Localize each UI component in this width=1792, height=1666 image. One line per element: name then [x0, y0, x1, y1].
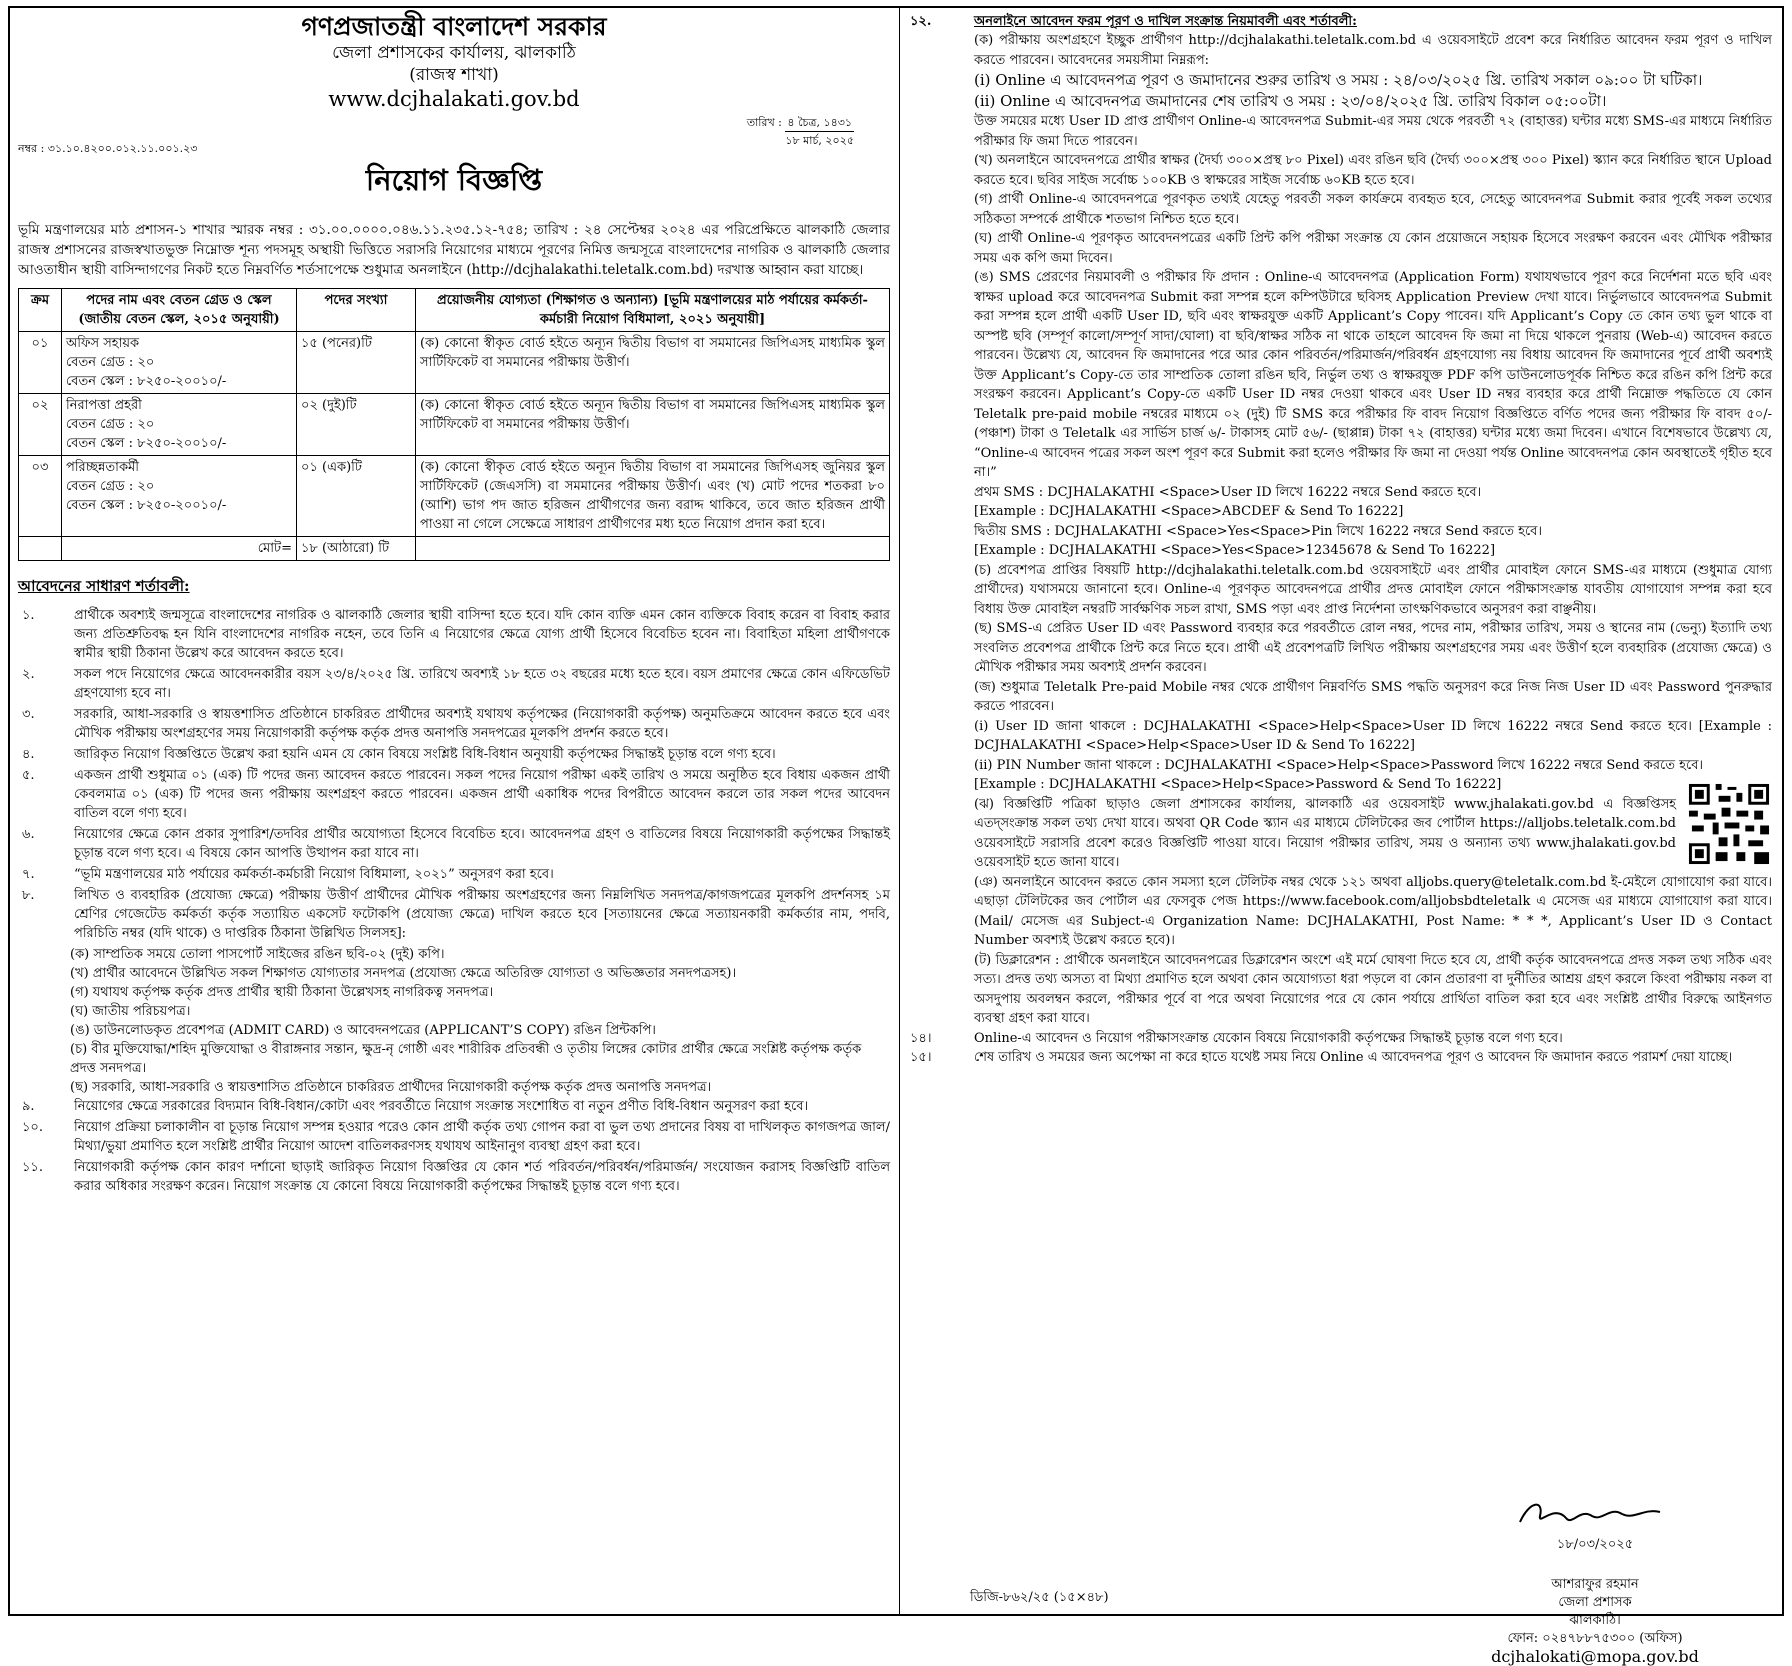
item-number: ১১.: [22, 1160, 44, 1175]
rule-ta: (ট) ডিক্লারেশন : প্রার্থীকে অনলাইনে আবেদনপত্রের ডিক্লারেশন অংশে এই মর্মে ঘোষণা দিতে হবে যে, প্রার্থী কর্তৃক আবেদনপত্রে প্রদত্ত সকল তথ্য সঠিক এবং সত্য। প্রদত্ত তথ্য অসত্য বা মিথ্যা প্রমাণিত হলে অথবা কোন অযোগ্যতা ধরা পড়লে বা কোন প্রতারণা বা দুর্নীতির আশ্রয় গ্রহণ করলে কিংবা পরীক্ষায় নকল বা অসদুপায় অবলম্বন করলে, পরীক্ষার পূর্বে বা পরে অথবা নিয়োগের পরে যে কোন পর্যায়ে প্রার্থিতা বাতিল করা হবে এবং সংশ্লিষ্ট প্রার্থীর বিরুদ্ধে আইনগত ব্যবস্থা গ্রহণ করা যাবে।: [974, 952, 1772, 1026]
section-text: Online-এ আবেদন ও নিয়োগ পরীক্ষাসংক্রান্ত যেকোন বিষয়ে নিয়োগকারী কর্তৃপক্ষের সিদ্ধান্তই চূড়ান্ত বলে গণ্য হবে।: [974, 1030, 1563, 1046]
rule-nya: (ঞ) অনলাইনে আবেদন করতে কোন সমস্যা হলে টেলিটক নম্বর থেকে ১২১ অথবা alljobs.query@teletalk.com.bd ই-মেইলে যোগাযোগ করা যাবে। এছাড়া টেলিটকের জব পোর্টাল এর ফেসবুক পেজ https://www.facebook.com/alljobsbdteletalk এ মেসেজ এর মাধ্যমে যোগাযোগ করা যাবে। (Mail/ মেসেজ এর Subject-এ Organization Name: DCJHALAKATHI, Post Name: * * *, Applicant’s User ID ও Contact Number অবশ্যই উল্লেখ করতে হবে)।: [974, 874, 1772, 948]
branch-name: (রাজস্ব শাখা): [409, 65, 499, 85]
row-qualification: (ক) কোনো স্বীকৃত বোর্ড হইতে অন্যূন দ্বিতীয় বিভাগ বা সমমানের জিপিএসহ জুনিয়র স্কুল সার্টিফিকেট (জেএসসি) বা সমমানের পরীক্ষায় উত্তীর্ণ। এবং (খ) মোট পদের শতকরা ৮০ (আশি) ভাগ পদ জাত হরিজন প্রার্থীগণের জন্য বরাদ্দ থাকিবে, তবে জাত হরিজন প্রার্থী পাওয়া না গেলে সেক্ষেত্রে সাধারণ প্রার্থীগণের মধ্য হতে নিয়োগ প্রদান করা হবে।: [416, 456, 890, 537]
rule-kha: (খ) অনলাইনে আবেদনপত্রে প্রার্থীর স্বাক্ষর (দৈর্ঘ্য ৩০০×প্রস্থ ৮০ Pixel) এবং রঙিন ছবি (দৈর্ঘ্য ৩০০×প্রস্থ ৩০০ Pixel) স্ক্যান করে নির্ধারিত স্থানে Upload করতে হবে। ছবির সাইজ সর্বোচ্চ ১০০KB ও স্বাক্ষরের সাইজ সর্বোচ্চ ৬০KB হতে হবে।: [974, 153, 1772, 188]
item-number: ৭.: [22, 867, 35, 882]
start-date-line: (i) Online এ আবেদনপত্র পূরণ ও জমাদানের শুরুর তারিখ ও সময় : ২৪/০৩/২০২৫ খ্রি. তারিখ সকাল ০৯:০০ টা ঘটিকা।: [974, 71, 1703, 89]
rule-ga: (গ) প্রার্থী Online-এ আবেদনপত্রে পূরণকৃত তথ্যই যেহেতু পরবর্তী সকল কার্যক্রমে ব্যবহৃত হবে, সেহেতু আবেদনপত্র Submit করার পূর্বেই সকল তথ্যের সঠিকতা সম্পর্কে প্রার্থীকে শতভাগ নিশ্চিত হতে হবে।: [974, 192, 1772, 227]
sub-item: (গ) যথাযথ কর্তৃপক্ষ কর্তৃক প্রদত্ত প্রার্থীর স্থায়ী ঠিকানা উল্লেখসহ নাগরিকত্ব সনদপত্র।: [70, 985, 494, 1000]
rule-jha: (ঝ) বিজ্ঞপ্তিটি পত্রিকা ছাড়াও জেলা প্রশাসকের কার্যালয়, ঝালকাঠি এর ওয়েবসাইট www.jhalakati.gov.bd এ বিজ্ঞপ্তিসহ এতদ্সংক্রান্ত সকল তথ্য দেখা যাবে। অথবা QR Code স্ক্যান এর মাধ্যমে টেলিটকের জব পোর্টাল https://alljobs.teletalk.com.bd ওয়েবসাইটে সরাসরি প্রবেশ করেও বিজ্ঞপ্তিটি পাওয়া যাবে। নিয়োগ পরীক্ষার তারিখ, সময় ও অন্যান্য তথ্য www.jhalakati.gov.bd ওয়েবসাইট হতে জানা যাবে।: [974, 796, 1676, 870]
section-15: [910, 1048, 1772, 1068]
dfp-code: ডিজি-৮৬২/২৫ (১৫×৪৮): [970, 1590, 1109, 1605]
pay-grade: বেতন গ্রেড : ২০: [66, 479, 155, 494]
pay-scale: বেতন স্কেল : ৮২৫০-২০০১০/-: [66, 498, 227, 513]
qr-code-icon[interactable]: [1686, 781, 1772, 867]
pay-grade: বেতন গ্রেড : ২০: [66, 355, 155, 370]
rule-ja: (জ) শুধুমাত্র Teletalk Pre-paid Mobile নম্বর থেকে প্রার্থীগণ নিম্নবর্ণিত SMS পদ্ধতি অনুসরণ করে নিজ নিজ User ID এবং Password পুনরুদ্ধার করতে পারবেন।: [974, 679, 1772, 714]
table-row: [19, 456, 890, 537]
item-text: সকল পদে নিয়োগের ক্ষেত্রে আবেদনকারীর বয়স ২৩/৪/২০২৫ খ্রি. তারিখে অবশ্যই ১৮ হতে ৩২ বছরের মধ্যে হতে হবে। বয়স প্রমাণের ক্ষেত্রে কোন এফিডেভিট গ্রহণযোগ্য হবে না।: [74, 667, 890, 701]
col-serial: ক্রম: [19, 289, 62, 332]
table-total-row: [19, 537, 890, 561]
col-count: পদের সংখ্যা: [297, 289, 416, 332]
item-text: নিয়োগ প্রক্রিয়া চলাকালীন বা চূড়ান্ত নিয়োগ সম্পন্ন হওয়ার পরেও কোন প্রার্থী কর্তৃক তথ্য গোপন করা বা ভুল তথ্য প্রদানের বিষয় বা দাখিলকৃত কাগজপত্র জাল/মিথ্যা/ভুয়া প্রমাণিত হলে সংশ্লিষ্ট প্রার্থীর নিয়োগ আদেশ বাতিলকরণসহ যথাযথ আইনানুগ ব্যবস্থা গ্রহণ করা হবে।: [74, 1120, 890, 1154]
pay-grade: বেতন গ্রেড : ২০: [66, 417, 155, 432]
right-column: [910, 12, 1772, 1666]
item-text: নিয়োগের ক্ষেত্রে কোন প্রকার সুপারিশ/তদবির প্রার্থীর অযোগ্যতা হিসেবে বিবেচিত হবে। আবেদনপত্র গ্রহণ ও বাতিলের বিষয়ে নিয়োগকারী কর্তৃপক্ষের সিদ্ধান্তই চূড়ান্ত বলে গণ্য হবে। এ বিষয়ে কোন আপত্তি উত্থাপন করা যাবে না।: [74, 827, 890, 861]
item-text: নিয়োগকারী কর্তৃপক্ষ কোন কারণ দর্শানো ছাড়াই জারিকৃত নিয়োগ বিজ্ঞপ্তির যে কোন শর্ত পরিবর্তন/পরিবর্ধন/পরিমার্জন/ সংযোজন করাসহ বিজ্ঞপ্তিটি বাতিল করার অধিকার সংরক্ষণ করেন। নিয়োগ সংক্রান্ত যে কোনো বিষয়ে নিয়োগকারী কর্তৃপক্ষের সিদ্ধান্তই চূড়ান্ত বলে গণ্য হবে।: [74, 1160, 890, 1194]
memo-date: [747, 114, 854, 149]
item-number: ৫.: [22, 768, 35, 783]
item-number: ৯.: [22, 1099, 35, 1114]
table-row: [19, 394, 890, 456]
row-count: ০২ (দুই)টি: [297, 394, 416, 456]
notice-page: [8, 6, 1784, 1666]
col-post: পদের নাম এবং বেতন গ্রেড ও স্কেল (জাতীয় বেতন স্কেল, ২০১৫ অনুযায়ী): [62, 289, 297, 332]
row-post: [62, 456, 297, 537]
sms-first-example: [Example : DCJHALAKATHI <Space>ABCDEF & Send To 16222]: [974, 504, 1404, 519]
list-item: [18, 886, 890, 943]
table-header-row: [19, 289, 890, 332]
section-number: ১৪।: [910, 1030, 932, 1046]
sms-first: প্রথম SMS : DCJHALAKATHI <Space>User ID লিখে 16222 নম্বরে Send করতে হবে।: [974, 484, 1482, 500]
section-12-heading: [910, 12, 1772, 31]
office-email[interactable]: dcjhalokati@mopa.gov.bd: [1491, 1647, 1699, 1666]
sub-item: (ঘ) জাতীয় পরিচয়পত্র।: [70, 1004, 191, 1019]
row-serial: ০৩: [19, 456, 62, 537]
notice-title: নিয়োগ বিজ্ঞপ্তি: [365, 163, 543, 197]
rule-ka: (ক) পরীক্ষায় অংশগ্রহণে ইচ্ছুক প্রার্থীগণ http://dcjhalakathi.teletalk.com.bd এ ওয়েবসাইটে প্রবেশ করে নির্ধারিত আবেদন ফরম পূরণ ও দাখিল করতে পারবেন। আবেদনের সময়সীমা নিম্নরূপ:: [974, 33, 1772, 68]
date-label: তারিখ :: [746, 116, 782, 129]
signatory-place: ঝালকাঠি।: [1569, 1613, 1621, 1628]
date-bangla: ৪ চৈত্র, ১৪৩১: [785, 114, 854, 132]
signatory-designation: জেলা প্রশাসক: [1558, 1595, 1632, 1610]
government-name: গণপ্রজাতন্ত্রী বাংলাদেশ সরকার: [301, 12, 607, 41]
list-item: [18, 1097, 890, 1116]
section-number: ১৫।: [910, 1050, 932, 1065]
list-item: [18, 865, 890, 884]
recover-pin-example: [Example : DCJHALAKATHI <Space>Help<Space>Password & Send To 16222]: [974, 777, 1502, 792]
row-serial: ০২: [19, 394, 62, 456]
qr-block: [910, 775, 1772, 873]
sub-item: (চ) বীর মুক্তিযোদ্ধা/শহিদ মুক্তিযোদ্ধা ও বীরাঙ্গনার সন্তান, ক্ষুদ্র-নৃ গোষ্ঠী এবং শারীরিক প্রতিবন্ধী ও তৃতীয় লিঙ্গের কোটার প্রার্থীর ক্ষেত্রে সংশ্লিষ্ট কর্তৃপক্ষ কর্তৃক প্রদত্ত সনদপত্র।: [70, 1042, 862, 1076]
row-serial: ০১: [19, 332, 62, 394]
item-text: “ভূমি মন্ত্রণালয়ের মাঠ পর্যায়ের কর্মকর্তা-কর্মচারী নিয়োগ বিধিমালা, ২০২১” অনুসরণ করা হবে।: [74, 867, 554, 882]
total-count: ১৮ (আঠারো) টি: [297, 537, 416, 561]
office-website[interactable]: www.dcjhalakati.gov.bd: [328, 87, 580, 111]
list-item: [18, 1118, 890, 1156]
list-item: [18, 745, 890, 764]
letterhead: [18, 12, 890, 112]
left-column: [18, 12, 890, 1610]
recover-user-id: (i) User ID জানা থাকলে : DCJHALAKATHI <Space>Help<Space>User ID লিখে 16222 নম্বরে Send করতে হবে। [Example : DCJHALAKATHI <Space>Help<Space>User ID & Send To 16222]: [974, 718, 1772, 753]
conditions-title: আবেদনের সাধারণ শর্তাবলী:: [18, 577, 190, 595]
sub-item: (ক) সাম্প্রতিক সময়ে তোলা পাসপোর্ট সাইজের রঙিন ছবি-০২ (দুই) কপি।: [70, 947, 445, 962]
signature-block: [1430, 1496, 1760, 1666]
sub-item: (খ) প্রার্থীর আবেদনে উল্লিখিত সকল শিক্ষাগত যোগ্যতার সনদপত্র (প্রযোজ্য ক্ষেত্রে অতিরিক্ত যোগ্যতা ও অভিজ্ঞতার সনদপত্রসহ)।: [70, 966, 737, 981]
total-label: মোট=: [62, 537, 297, 561]
list-item: [18, 665, 890, 703]
item-number: ১.: [22, 608, 35, 623]
post-name: নিরাপত্তা প্রহরী: [66, 398, 142, 413]
signature-image: [1510, 1496, 1680, 1532]
pay-scale: বেতন স্কেল : ৮২৫০-২০০১০/-: [66, 436, 227, 451]
conditions-list: [18, 606, 890, 1196]
post-name: অফিস সহায়ক: [66, 336, 140, 351]
column-divider: [899, 8, 900, 1614]
end-date-line: (ii) Online এ আবেদনপত্র জমাদানের শেষ তারিখ ও সময় : ২৩/০৪/২০২৫ খ্রি. তারিখ বিকাল ০৫:০০টা।: [974, 92, 1607, 110]
rule-cha: (চ) প্রবেশপত্র প্রাপ্তির বিষয়টি http://dcjhalakathi.teletalk.com.bd ওয়েবসাইটে এবং প্রার্থীর মোবাইল ফোনে SMS-এর মাধ্যমে (শুধুমাত্র যোগ্য প্রার্থীদের) যথাসময়ে জানানো হবে। Online-এ পূরণকৃত আবেদনপত্রে প্রার্থীর প্রদত্ত মোবাইল ফোনে পরীক্ষাসংক্রান্ত যাবতীয় যোগাযোগ সম্পন্ন করা হবে বিধায় উক্ত মোবাইল নম্বরটি সার্বক্ষণিক সচল রাখা, SMS পড়া এবং প্রাপ্ত নির্দেশনা তাৎক্ষণিকভাবে অনুসরণ করা বাঞ্ছনীয়।: [974, 562, 1772, 617]
date-english: ১৮ মার্চ, ২০২৫: [785, 134, 854, 147]
signature-date: ১৮/০৩/২০২৫: [1556, 1537, 1634, 1552]
memo-number: নম্বর : ৩১.১০.৪২০০.০১২.১১.০০১.২৩: [18, 142, 198, 155]
row-qualification: (ক) কোনো স্বীকৃত বোর্ড হইতে অন্যূন দ্বিতীয় বিভাগ বা সমমানের জিপিএসহ মাধ্যমিক স্কুল সার্টিফিকেট বা সমমানের পরীক্ষায় উত্তীর্ণ।: [416, 394, 890, 456]
sms-fee-line: উক্ত সময়ের মধ্যে User ID প্রাপ্ত প্রার্থীগণ Online-এ আবেদনপত্র Submit-এর সময় থেকে পরবর্তী ৭২ (বাহাত্তর) ঘন্টার মধ্যে SMS-এর মাধ্যমে নির্ধারিত পরীক্ষার ফি জমা দিতে পারবেন।: [974, 114, 1772, 149]
intro-paragraph: ভূমি মন্ত্রণালয়ের মাঠ প্রশাসন-১ শাখার স্মারক নম্বর : ৩১.০০.০০০০.০৪৬.১১.২৩৫.১২-৭৫৪; তারিখ : ২৪ সেপ্টেম্বর ২০২৪ এর পরিপ্রেক্ষিতে ঝালকাঠি জেলার রাজস্ব প্রশাসনের রাজস্বখাতভুক্ত নিম্নোক্ত শূন্য পদসমূহ অস্থায়ী ভিত্তিতে সরাসরি নিয়োগের মাধ্যমে পূরণের নিমিত্ত জন্মসূত্রে বাংলাদেশের নাগরিক ও ঝালকাঠি জেলার আওতাধীন স্থায়ী বাসিন্দাগণের নিকট হতে নিম্নবর্ণিত শর্তসাপেক্ষে শুধুমাত্র অনলাইনে (http://dcjhalakathi.teletalk.com.bd) দরখাস্ত আহ্বান করা যাচ্ছে।: [18, 222, 890, 278]
row-post: [62, 332, 297, 394]
sub-item: (ছ) সরকারি, আধা-সরকারি ও স্বায়ত্তশাসিত প্রতিষ্ঠানে চাকরিরত প্রার্থীদের নিয়োগকারী কর্তৃপক্ষ কর্তৃক প্রদত্ত অনাপত্তি সনদপত্র।: [70, 1080, 712, 1095]
section-14: [910, 1029, 1772, 1049]
list-item: [18, 825, 890, 863]
row-qualification: (ক) কোনো স্বীকৃত বোর্ড হইতে অন্যূন দ্বিতীয় বিভাগ বা সমমানের জিপিএসহ মাধ্যমিক স্কুল সার্টিফিকেট বা সমমানের পরীক্ষায় উত্তীর্ণ।: [416, 332, 890, 394]
list-item: [18, 1158, 890, 1196]
item-text: লিখিত ও ব্যবহারিক (প্রযোজ্য ক্ষেত্রে) পরীক্ষায় উত্তীর্ণ প্রার্থীদের মৌখিক পরীক্ষায় অংশগ্রহণের জন্য নিম্নলিখিত সনদপত্র/কাগজপত্রের মূলকপি প্রদর্শনসহ ১ম শ্রেণির গেজেটেড কর্মকর্তা কর্তৃক সত্যায়িত একসেট ফটোকপি (প্রযোজ্য ক্ষেত্রে) দাখিল করতে হবে [সত্যায়নের ক্ষেত্রে সত্যায়নকারী কর্মকর্তার নাম, পদবি, পরিচিতি নম্বর (যদি থাকে) ও দাপ্তরিক ঠিকানা উল্লিখিত সিলসহ]:: [74, 888, 890, 941]
item-text: জারিকৃত নিয়োগ বিজ্ঞপ্তিতে উল্লেখ করা হয়নি এমন যে কোন বিষয়ে সংশ্লিষ্ট বিধি-বিধান অনুযায়ী কর্তৃপক্ষের সিদ্ধান্তই চূড়ান্ত বলে গণ্য হবে।: [74, 747, 776, 762]
pay-scale: বেতন স্কেল : ৮২৫০-২০০১০/-: [66, 374, 227, 389]
item-number: ৮.: [22, 888, 35, 903]
post-name: পরিচ্ছন্নতাকর্মী: [66, 460, 139, 475]
item-text: সরকারি, আধা-সরকারি ও স্বায়ত্তশাসিত প্রতিষ্ঠানে চাকরিরত প্রার্থীদের অবশ্যই যথাযথ কর্তৃপক্ষের (নিয়োগকারী কর্তৃপক্ষ) অনুমতিক্রমে আবেদন করতে হবে এবং মৌখিক পরীক্ষায় অংশগ্রহণের সময় নিয়োগকারী কর্তৃপক্ষ কর্তৃক প্রদত্ত অনাপত্তি সনদপত্রের মূলকপি প্রদর্শন করতে হবে।: [74, 707, 890, 741]
section-text: শেষ তারিখ ও সময়ের জন্য অপেক্ষা না করে হাতে যথেষ্ট সময় নিয়ে Online এ আবেদনপত্র পূরণ ও আবেদন ফি জমাদান করতে পরামর্শ দেয়া যাচ্ছে।: [974, 1050, 1733, 1065]
sub-item: (ঙ) ডাউনলোডকৃত প্রবেশপত্র (ADMIT CARD) ও আবেদনপত্রের (APPLICANT’S COPY) রঙিন প্রিন্টকপি।: [70, 1023, 656, 1038]
item-text: নিয়োগের ক্ষেত্রে সরকারের বিদ্যমান বিধি-বিধান/কোটা এবং পরবর্তীতে নিয়োগ সংক্রান্ত সংশোধিত বা নতুন প্রণীত বিধি-বিধান অনুসরণ করা হবে।: [74, 1099, 809, 1114]
office-phone: ফোন: ০২৪৭৮৮৭৫৩০০ (অফিস): [1507, 1631, 1683, 1646]
row-post: [62, 394, 297, 456]
sms-second-example: [Example : DCJHALAKATHI <Space>Yes<Space>12345678 & Send To 16222]: [974, 543, 1496, 558]
rule-gha: (ঘ) প্রার্থী Online-এ পূরণকৃত আবেদনপত্রের একটি প্রিন্ট কপি পরীক্ষা সংক্রান্ত যে কোন প্রয়োজনে সহায়ক হিসেবে সংরক্ষণ করবেন এবং মৌখিক পরীক্ষার সময় এক কপি জমা দিবেন।: [974, 231, 1772, 266]
signatory-name: আশরাফুর রহমান: [1551, 1577, 1639, 1592]
item-number: ৬.: [22, 827, 35, 842]
table-row: [19, 332, 890, 394]
section-title: অনলাইনে আবেদন ফরম পূরণ ও দাখিল সংক্রান্ত নিয়মাবলী এবং শর্তাবলী:: [974, 14, 1357, 29]
vacancy-table: [18, 288, 890, 561]
list-item: [18, 606, 890, 663]
item-text: একজন প্রার্থী শুধুমাত্র ০১ (এক) টি পদের জন্য আবেদন করতে পারবেন। সকল পদের নিয়োগ পরীক্ষা একই তারিখ ও সময়ে অনুষ্ঠিত হবে বিধায় একজন প্রার্থী কেবলমাত্র ০১ (এক) টি পদের জন্য পরীক্ষায় অংশগ্রহণ করতে পারবেন। একজন প্রার্থী একাধিক পদের বিপরীতে আবেদন করলে তার সকল পদের আবেদন বাতিল বলে গণ্য হবে।: [74, 768, 890, 821]
row-count: ০১ (এক)টি: [297, 456, 416, 537]
sms-second: দ্বিতীয় SMS : DCJHALAKATHI <Space>Yes<Space>Pin লিখে 16222 নম্বরে Send করতে হবে।: [974, 523, 1543, 539]
list-item: [18, 705, 890, 743]
item-number: ২.: [22, 667, 35, 682]
item-number: ১০.: [22, 1120, 44, 1135]
item-text: প্রার্থীকে অবশ্যই জন্মসূত্রে বাংলাদেশের নাগরিক ও ঝালকাঠি জেলার স্থায়ী বাসিন্দা হতে হবে। যদি কোন ব্যক্তি এমন কোন ব্যক্তিকে বিবাহ করেন বা বিবাহ করার জন্য প্রতিশ্রুতিবদ্ধ হন যিনি বাংলাদেশের নাগরিক নহেন, তবে তিনি এ নিয়োগের ক্ষেত্রে যোগ্য প্রার্থী হিসেবে বিবেচিত হবেন না। বিবাহিতা মহিলা প্রার্থীগণকে স্বামীর স্থায়ী ঠিকানা উল্লেখ করে আবেদন করতে হবে।: [74, 608, 890, 661]
rule-umo: (ঙ) SMS প্রেরণের নিয়মাবলী ও পরীক্ষার ফি প্রদান : Online-এ আবেদনপত্র (Application Form) যথাযথভাবে পূরণ করে নির্দেশনা মতে ছবি এবং স্বাক্ষর upload করে আবেদনপত্র Submit করা সম্পন্ন হলে কম্পিউটারে ছবিসহ Application Preview দেখা যাবে। নির্ভুলভাবে আবেদনপত্র Submit করা সম্পন্ন হলে প্রার্থী একটি User ID, ছবি এবং স্বাক্ষরযুক্ত একটি Applicant’s Copy পাবেন। যদি Applicant’s Copy তে কোন তথ্য ভুল থাকে বা অস্পষ্ট ছবি (সম্পূর্ণ কালো/সম্পূর্ণ সাদা/ঘোলা) বা ছবি/স্বাক্ষর সঠিক না থাকে তাহলে আবেদন ফি জমা না দিয়ে থাকলে পুনরায় (Web-এ) আবেদন করতে পারবেন। উল্লেখ্য যে, আবেদন ফি জমাদানের পরে আর কোন পরিবর্তন/পরিমার্জন/পরিবর্ধন গ্রহণযোগ্য নয় বিধায় আবেদন ফি জমাদানের পূর্বে প্রার্থী অবশ্যই উক্ত Applicant’s Copy-তে তার সাম্প্রতিক তোলা রঙিন ছবি, নির্ভুল তথ্য ও স্বাক্ষরযুক্ত PDF কপি ডাউনলোডপূর্বক নিশ্চিত করে রঙিন কপি প্রিন্ট করে সংরক্ষণ করবেন। Applicant’s Copy-তে একটি User ID নম্বর দেওয়া থাকবে এবং User ID নম্বর ব্যবহার করে প্রার্থী নিম্নোক্ত পদ্ধতিতে যে কোন Teletalk pre-paid mobile নম্বরের মাধ্যমে ০২ (দুই) টি SMS করে পরীক্ষার ফি বাবদ নিয়োগ বিজ্ঞপ্তিতে বর্ণিত পদের জন্য পরীক্ষার ফি বাবদ ৫০/- (পঞ্চাশ) টাকা ও Teletalk এর সার্ভিস চার্জ ৬/- টাকাসহ মোট ৫৬/- (ছাপ্পান্ন) টাকা ৭২ (বাহাত্তর) ঘন্টার মধ্যে জমা দিবেন। এখানে বিশেষভাবে উল্লেখ্য যে, “Online-এ আবেদন পত্রের সকল অংশ পূরণ করে Submit করা হলেও পরীক্ষার ফি জমা না দেওয়া পর্যন্ত Online আবেদনপত্র কোন অবস্থাতেই গৃহীত হবে না।”: [974, 270, 1772, 480]
office-name: জেলা প্রশাসকের কার্যালয়, ঝালকাঠি: [332, 43, 576, 63]
rule-chha: (ছ) SMS-এ প্রেরিত User ID এবং Password ব্যবহার করে পরবর্তীতে রোল নম্বর, পদের নাম, পরীক্ষার তারিখ, সময় ও স্থানের নাম (ভেন্যু) ইত্যাদি তথ্য সংবলিত প্রবেশপত্র প্রার্থীকে প্রিন্ট করে নিতে হবে। প্রার্থী এই প্রবেশপত্রটি লিখিত পরীক্ষায় অংশগ্রহণের সময় এবং উত্তীর্ণ হলে ব্যবহারিক (প্রযোজ্য ক্ষেত্রে) ও মৌখিক পরীক্ষার সময় অবশ্যই প্রদর্শন করবেন।: [974, 621, 1772, 675]
recover-pin: (ii) PIN Number জানা থাকলে : DCJHALAKATHI <Space>Help<Space>Password লিখে 16222 নম্বরে Send করতে হবে।: [974, 757, 1704, 773]
item-number: ৪.: [22, 747, 35, 762]
item-number: ৩.: [22, 707, 35, 722]
row-count: ১৫ (পনের)টি: [297, 332, 416, 394]
col-qualification: প্রয়োজনীয় যোগ্যতা (শিক্ষাগত ও অন্যান্য) [ভূমি মন্ত্রণালয়ের মাঠ পর্যায়ের কর্মকর্তা-কর্মচারী নিয়োগ বিধিমালা, ২০২১ অনুযায়ী]: [416, 289, 890, 332]
section-number: ১২.: [910, 14, 932, 29]
list-item: [18, 766, 890, 823]
